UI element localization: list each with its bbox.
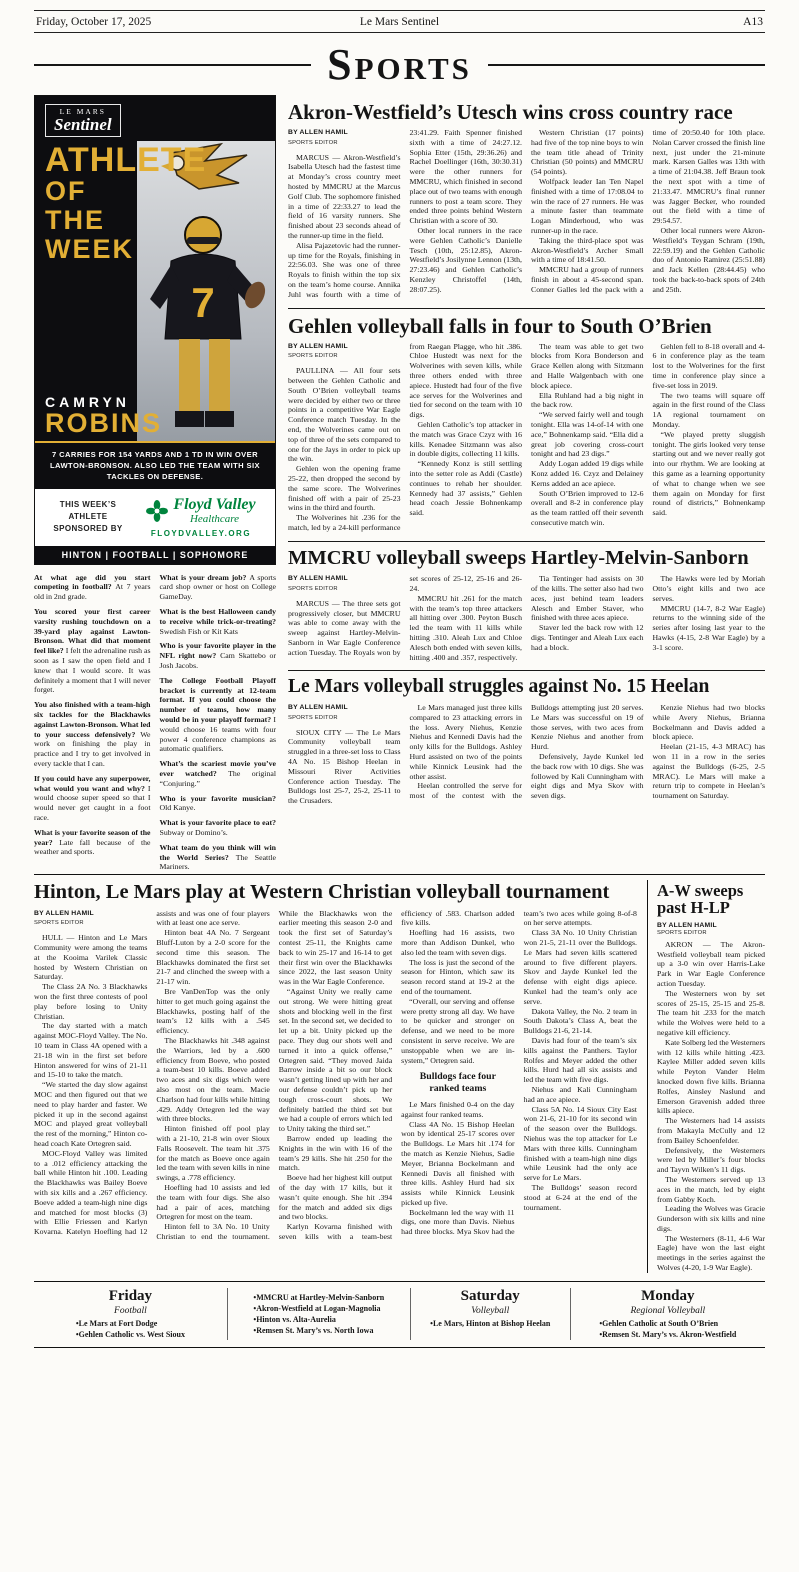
athlete-last-name: ROBINS	[45, 408, 163, 438]
paragraph: The Blackhawks hit .348 against the Warriors, led by a .600 efficiency from Boeve, who posted a team-best 10 kills. Boeve added two aces and six digs which were also most on the team. Macie Charlson had four kills while hitting .429. Addy Ortegren led the way with three blocks.	[156, 1036, 270, 1124]
byline-role: SPORTS EDITOR	[288, 353, 338, 360]
sponsor-label: THIS WEEK’S ATHLETE SPONSORED BY	[53, 500, 123, 534]
paragraph: Hinton fell to 3A No. 10 Unity Christian to end the tournament. While the Blackhawks won the earlier meeting this season 2-0 and took the first set of Saturday’s contest 25-11, the Knights came back to win 25-17 and 16-14 to get their first win over the Blackhawks since 2022, the last season Unity was in the War Eagle Conference.	[156, 908, 393, 1241]
schedule-item: •MMCRU at Hartley-Melvin-Sanborn	[253, 1292, 385, 1302]
byline-name: BY ALLEN HAMIL	[34, 909, 94, 917]
paragraph: Hinton finished off pool play with a 21-10, 21-8 win over Sioux Falls Roosevelt. The team hit .375 for the match as Boeve once again led the team with seven kills in nine swings, a .778 efficiency.	[156, 1124, 270, 1183]
paragraph: Other local runners in the race were Gehlen Catholic’s Danielle Tesch (10th, 25:12.85), Akron-Westfield’s Josilynne Lennon (13th, 27:23.46) and Gehlen Catholic’s Kenzley Christoffel (14th, 28:07.25).	[409, 226, 522, 294]
byline-role: SPORTS EDITOR	[288, 586, 338, 593]
article-headline: MMCRU volleyball sweeps Hartley-Melvin-Sanborn	[288, 546, 749, 569]
schedule-items	[599, 1318, 736, 1340]
section-title: Sports	[327, 40, 472, 89]
article-tournament	[34, 880, 647, 1273]
byline	[288, 342, 401, 363]
schedule-item: •Remsen St. Mary’s vs. Akron-Westfield	[599, 1329, 737, 1339]
article-aw-sweeps	[647, 880, 765, 1273]
athlete-panel-body	[45, 141, 265, 441]
schedule-item: •Le Mars, Hinton at Bishop Heelan	[430, 1318, 551, 1328]
paragraph: “Overall, our serving and offense were pretty strong all day. We have to be quicker and stronger on defense, and we need to be more consistent in serve receive. We are unstoppable when we are in-system,” Ortegren said.	[401, 996, 515, 1065]
paragraph: Hoefling had 10 assists and led the team with four digs. She also had a pair of aces, matching Ortegren for most on the team.	[156, 1182, 270, 1222]
paragraph: Davis had four of the team’s six kills against the Panthers. Taylor Rolfes and Meyer added the other kills. Hurd had all six assists and led the team with five digs.	[523, 1036, 637, 1085]
paragraph: Karlyn Kovarna finished with seven kills with a team-best efficiency of .583. Charlson added five kills.	[278, 908, 515, 1241]
paragraph: AKRON — The Akron-Westfield volleyball team picked up a 3-0 win over Harris-Lake Park in War Eagle Conference action Tuesday.	[657, 939, 765, 988]
article-paragraphs	[657, 940, 765, 1273]
paragraph: The Bulldogs’ season record stood at 6-24 at the end of the tournament.	[523, 1182, 637, 1212]
byline	[34, 909, 147, 930]
schedule-item: •Gehlen Catholic vs. West Sioux	[75, 1329, 185, 1339]
byline	[288, 128, 401, 149]
banner-rule-right	[488, 64, 765, 66]
schedule-category: Football	[114, 1305, 147, 1316]
paragraph: “We served fairly well and tough tonight. Ella was 14-of-14 with one ace,” Bohnenkamp said. “Ella did a great job covering cross-court tonight and had 23 digs.”	[531, 410, 644, 459]
paragraph: MOC-Floyd Valley was limited to a .012 efficiency attacking the ball while Hinton hit .100. Leading the Blackhawks was Bailey Boeve with six kills and a .267 efficiency. Boeve added a team-high nine digs and matched for most blocks (3) with Ellie Friessen and Karlyn Kovarna. Katelyn Hoefling had 12 assists and was one of four players with at least one ace serve.	[34, 908, 270, 1237]
articles-column	[288, 95, 765, 814]
paragraph: The Westerners had 14 assists from Makayla McCully and 12 from Bailey Schoenfelder.	[657, 1116, 765, 1145]
athlete-box	[34, 95, 276, 565]
paragraph: “We started the day slow against MOC and then figured out that we need to play harder and faster. We picked it up in the second against MOC and played great volleyball the rest of the morning,” Hinton co-head coach Kate Ortegren said.	[34, 1080, 148, 1148]
athlete-first-name: CAMRYN	[45, 394, 130, 410]
paragraph: MMCRU (14-7, 8-2 War Eagle) returns to the winning side of the series after losing last year to the Hawks (4-15, 2-8 War Eagle) by a 3-1 score.	[652, 603, 765, 652]
paragraph: Bockelmann led the way with 11 digs, one more than Davis. Niehus had three blocks. Mya Skov had the team’s two aces while going 8-of-8 on her serve attempts.	[401, 908, 637, 1237]
qa-item: What’s the scariest movie you’ve ever watched? The original “Conjuring.”	[159, 759, 276, 788]
paragraph: “Kennedy Konz is still settling into the setter role as Addi (Castle) continues to rehab her shoulder. Kennedy had 37 assists,” Gehlen head coach Jessie Bohnenkamp said.	[409, 459, 522, 518]
sponsor-name-2: Healthcare	[189, 513, 240, 525]
qa-item: What is your favorite season of the year? Late fall because of the weather and sports.	[34, 827, 151, 857]
sponsor-logo	[137, 497, 265, 538]
schedule-category: Regional Volleyball	[630, 1305, 706, 1316]
athlete-info-bar: HINTON | FOOTBALL | SOPHOMORE	[35, 546, 275, 564]
paragraph: Le Mars finished 0-4 on the day against four ranked teams.	[401, 1099, 515, 1119]
paragraph: South O’Brien improved to 12-6 overall and 8-2 in conference play as the team rattled off their seventh consecutive match win.	[531, 488, 644, 527]
schedule-day: Monday	[641, 1287, 695, 1304]
sponsor-name: Floyd Valley	[173, 496, 256, 513]
schedule-items	[253, 1292, 384, 1336]
athlete-of-week-feature	[34, 95, 276, 872]
paragraph: HULL — Hinton and Le Mars Community were among the teams at the Kooima Varilek Classic hosted by Western Christian on Saturday.	[34, 933, 148, 982]
byline	[657, 922, 765, 936]
paragraph: Class 5A No. 14 Sioux City East won 21-6, 21-10 for its second win of the season over the Bulldogs. Niehus was the top attacker for Le Mars with three kills. Cunningham finished with a team-high nine digs while Leusink had the only ace serve for Le Mars.	[523, 1104, 637, 1183]
paragraph: The loss is just the second of the season for Hinton, which saw its season record stand at 19-2 at the end of the tournament.	[401, 957, 515, 997]
byline-role: SPORTS EDITOR	[34, 920, 84, 927]
byline-role: SPORTS EDITOR	[288, 714, 338, 721]
paragraph: SIOUX CITY — The Le Mars Community volleyball team struggled in a three-set loss to Class 4A No. 15 Bishop Heelan in Missouri River Activities Conference action Tuesday. The Bulldogs lost 25-7, 25-2, 25-11 to the Crusaders.	[288, 727, 401, 806]
qa-item: The College Football Playoff bracket is currently at 12-team format. If you could choose the number of teams, how many would be in your playoff format? I would choose 16 teams with four power 4 conference champions as automatic qualifiers.	[159, 675, 276, 754]
article-mmcru-volleyball	[288, 541, 765, 671]
page-number: A13	[743, 16, 763, 28]
article-lemars-volleyball	[288, 670, 765, 813]
paragraph: Western Christian (17 points) had five of the top nine boys to win the team title ahead of Trinity Christian (50 points) and MMCRU (54 points).	[531, 128, 644, 177]
issue-date: Friday, October 17, 2025	[36, 16, 152, 28]
bottom-section	[34, 874, 765, 1273]
floyd-valley-flower-icon	[146, 500, 168, 522]
paragraph: Niehus and Kali Cunningham had an ace apiece.	[523, 1085, 637, 1104]
sponsor-url: FLOYDVALLEY.ORG	[150, 528, 252, 538]
masthead: Le Mars Sentinel	[359, 16, 440, 28]
article-body	[288, 703, 765, 806]
paragraph: The Class 2A No. 3 Blackhawks won the first three contests of pool play before losing to Unity Christian.	[34, 982, 148, 1021]
article-headline: Gehlen volleyball falls in four to South O’Brien	[288, 313, 712, 338]
article-paragraphs	[288, 342, 765, 533]
article-gehlen-volleyball	[288, 308, 765, 541]
paragraph: Boeve had her highest kill output of the day with 17 kills, but it wasn’t quite enough. She hit .394 for the match and added six digs and two blocks.	[278, 1173, 393, 1222]
qa-item: What is your favorite place to eat? Subway or Domino’s.	[159, 818, 276, 837]
paragraph: MARCUS — The three sets got progressively closer, but MMCRU was able to come away with the sweep against Hartley-Melvin-Sanborn in War Eagle Conference action Tuesday. The Royals won by set scores of 25-12, 25-16 and 26-24.	[288, 574, 522, 657]
byline-name: BY ALLEN HAMIL	[288, 342, 348, 350]
title-week: WEEK	[45, 234, 134, 265]
byline	[288, 574, 401, 595]
article-body	[288, 342, 765, 533]
paragraph: The Wolverines hit .236 for the match, led by a 24-kill performance from Raegan Plagge, who hit .386. Chloe Hustedt was next for the Wolverines with seven kills, while three others ended with three apiece. Hustedt had four of the five ace serves for the Wolverines and tied for second on the team with 10 digs.	[288, 341, 522, 532]
paragraph: Hinton beat 4A No. 7 Sergeant Bluff-Luton by a 2-0 score for the second time this season. The Blackhawks dominated the first set 21-7 and clinched the sweep with a 21-17 win.	[156, 928, 270, 987]
schedule-friday-continued	[227, 1288, 410, 1340]
schedule-item: •Akron-Westfield at Logan-Magnolia	[253, 1303, 381, 1313]
schedule-footer	[34, 1281, 765, 1348]
section-banner	[34, 40, 765, 89]
paragraph: The Hawks were led by Moriah Otto’s eight kills and two ace serves.	[652, 574, 765, 603]
athlete-panel	[35, 96, 275, 489]
paragraph: Ella Ruhland had a big night in the back row.	[531, 390, 644, 410]
paragraph: Bre VanDenTop was the only hitter to get much going against the Blackhawks, posting half of the team’s 12 kills with a .545 efficiency.	[156, 987, 270, 1036]
title-the: THE	[45, 205, 105, 236]
article-headline: A-W sweeps past H-LP	[657, 881, 744, 918]
qa-item: If you could have any superpower, what would you want and why? I would choose super speed so that I would never get caught in a foot race.	[34, 773, 151, 822]
paragraph: Barrow ended up leading the Knights in the win with 16 of the team’s 29 kills. She hit .250 for the match.	[278, 1134, 393, 1173]
sponsor-box	[35, 489, 275, 546]
paragraph: “We played pretty sluggish tonight. The girls looked very tense starting out and we never really got into our rhythm. We are looking at this game as a learning opportunity of what to change when we see them again on Monday for first round of districts,” Bohnenkamp said.	[652, 429, 765, 518]
byline-name: BY ALLEN HAMIL	[288, 129, 348, 137]
schedule-items	[430, 1318, 550, 1329]
paragraph: Kate Solberg led the Westerners with 12 kills while hitting .423. Kaylee Miller added seven kills while Peyton Vander Helm knocked down five kills. Brianna Rolfes, Ainsley Naslund and Emerson Gravenish added three kills apiece.	[657, 1037, 765, 1116]
article-headline: Hinton, Le Mars play at Western Christian volleyball tournament	[34, 881, 610, 904]
qa-item: What team do you think will win the World Series? The Seattle Mariners.	[159, 842, 276, 872]
qa-item: Who is your favorite player in the NFL right now? Cam Skattebo or Josh Jacobs.	[159, 641, 277, 671]
schedule-category: Volleyball	[471, 1305, 510, 1316]
paragraph: Le Mars managed just three kills compared to 23 attacking errors in the loss. Avery Niehus, Kenzie Niehus and Kennedi Davis had the only kills for the Bulldogs. Ashley Hurd assisted on two of the points while Kinnick Leusink had the other assist.	[409, 702, 522, 781]
paragraph: Addy Logan added 19 digs while Konz added 16. Czyz and Delainey Kerns added an ace apiece.	[531, 459, 644, 488]
jersey-number: 7	[191, 279, 215, 326]
paragraph: Other local runners were Akron-Westfield’s Teygan Schram (19th, 22:59.19) and the Gehlen Catholic duo of Antonio Ramirez (25:51.88) and Jack Kellen (28:44.45) who took the back-to-back spots of 24th and 25th.	[652, 226, 765, 294]
schedule-friday	[34, 1288, 227, 1340]
paragraph: Class 3A No. 10 Unity Christian won 21-5, 21-11 over the Bulldogs. Le Mars had seven kills scattered around to five different players. Skov and Jayde Kunkel led the defense with eight digs apiece. Kunkel had the team’s only ace serve.	[523, 928, 637, 1006]
paragraph: Gehlen won the opening frame 25-22, then dropped the second by the same score. The Wolverines finished off with a pair of 25-23 wins in the third and fourth.	[288, 464, 401, 513]
paragraph: Defensively, Jayde Kunkel led the back row with 10 digs. She was followed by Kali Cunningham with eight digs and Mya Skov with seven digs.	[531, 751, 644, 801]
paragraph: MMCRU hit .261 for the match with the team’s top three attackers all hitting over .300. Peyton Busch led the team with 11 kills while hitting .310. Aleah Lux and Chloe Alesch both ended with seven kills, hitting .400 and .357, respectively.	[409, 593, 522, 662]
qa-item: What is the best Halloween candy to receive while trick-or-treating? Swedish Fish or Kit Kats	[159, 607, 276, 636]
schedule-monday	[570, 1288, 765, 1340]
schedule-saturday	[410, 1288, 570, 1340]
qa-item: At what age did you start competing in football? At 7 years old in 2nd grade.	[34, 572, 151, 602]
article-body	[34, 909, 637, 1242]
paragraph: Heelan controlled the serve for most of the contest with the Bulldogs attempting just 20 serves. Le Mars was successful on 19 of those serves, with two aces from Kenzie Niehus and another from Hurd.	[409, 702, 644, 801]
byline-name: BY ALLEN HAMIL	[657, 921, 717, 929]
byline	[288, 703, 401, 724]
banner-rule-left	[34, 64, 311, 66]
schedule-item: •Le Mars at Fort Dodge	[75, 1318, 158, 1328]
paragraph: The Westerners served up 13 aces in the match, led by eight from Gabby Koch.	[657, 1174, 765, 1204]
article-paragraphs	[288, 128, 765, 300]
article-subhead: Bulldogs face four ranked teams	[419, 1071, 496, 1095]
paragraph: MARCUS — Akron-Westfield’s Isabella Utesch had the fastest time at Monday’s cross country meet hosted by MMCRU at the Marcus Golf Club. The sophomore finished in a time of 22:33.27 to lead the field of 16 varsity runners. She finished about 23 seconds ahead of the runner-up time in the field.	[288, 152, 401, 241]
paragraph: The Westerners (8-11, 4-6 War Eagle) have won the last eight meetings in the series against the Wolves (4-20, 1-9 War Eagle).	[657, 1233, 765, 1273]
paragraph: Taking the third-place spot was Akron-Westfield’s Archer Small with a time of 18:41.50.	[531, 235, 644, 265]
paragraph: Leading the Wolves was Gracie Gunderson with six kills and nine digs.	[657, 1204, 765, 1233]
athlete-stat-line: 7 CARRIES FOR 154 YARDS AND 1 TD IN WIN OVER LAWTON-BRONSON. ALSO LED THE TEAM WITH SIX TACKLES ON DEFENSE.	[35, 441, 275, 489]
schedule-item: •Remsen St. Mary’s vs. North Iowa	[253, 1325, 374, 1335]
folio-bar	[34, 10, 765, 33]
sentinel-logo	[45, 104, 121, 137]
schedule-day: Friday	[108, 1287, 153, 1304]
qa-item: You scored your first career varsity rushing touchdown on a 39-yard play against Lawton-Bronson. What did that moment feel like? I felt the adrenaline rush as soon as I saw the open field and I knew that I would score. It was definitely a moment that I will never forget.	[34, 607, 151, 695]
paragraph: PAULLINA — All four sets between the Gehlen Catholic and South O’Brien volleyball teams were decided by either two or three points in a competitive War Eagle Conference match Tuesday. In the end, the Wolverines came out on top of three of the sets compared to one for the Jays in order to pick up the win.	[288, 366, 401, 464]
paragraph: Staver led the back row with 12 digs. Tentinger and Aleah Lux each had a block.	[531, 623, 644, 652]
schedule-item: •Gehlen Catholic at South O’Brien	[599, 1318, 719, 1328]
paragraph: “Against Unity we really came out strong. We were hitting great shots and blocking well in the first set. In the second set, we decided to let up a bit. Unity picked up the pace. They dug our shots well and turned it into a quick offense,” Ortegren said. “They moved Jaida Barrow inside a bit so our block wasn’t getting lined up with her and our defense couldn’t pick up her tough cross-court shots. We definitely battled the third set but we had a couple of errors which led to Unity taking the third set.”	[278, 987, 393, 1134]
athlete-qa	[34, 573, 276, 873]
paragraph: Tia Tentinger had assists on 30 of the kills. The setter also had two aces, just behind team leaders Alesch and Ember Staver, who finished with three aces apiece.	[531, 574, 644, 623]
qa-item: What is your dream job? A sports card shop owner or host on College GameDay.	[159, 572, 276, 602]
paragraph: Dakota Valley, the No. 2 team in South Dakota’s Class A, beat the Bulldogs 21-6, 21-14.	[523, 1006, 637, 1036]
byline-name: BY ALLEN HAMIL	[288, 575, 348, 583]
paragraph: Heelan (21-15, 4-3 MRAC) has won 11 in a row in the series against the Bulldogs (6-25, 2-5 MRAC). Le Mars will make a return trip to compete in Heelan’s tournament on Saturday.	[652, 742, 765, 801]
paragraph: Gehlen fell to 8-18 overall and 4-6 in conference play as the team lost to the Wolverines for the first time in conference play since a five-set loss in 2019.	[652, 341, 765, 390]
paragraph: The day started with a match against MOC-Floyd Valley. The No. 10 team in Class 4A opened with a 21-18 win in the first set before Hinton answered for wins of 21-11 and 15-10 to take the match.	[34, 1021, 148, 1080]
article-body	[288, 128, 765, 300]
article-headline: Akron-Westfield’s Utesch wins cross country race	[288, 100, 733, 124]
paragraph: Alisa Pajazetovic had the runner-up time for the Royals, finishing in 22:56.03. She was one of three Royals to finish within the top six on the team’s home course. Annika Juhl was fourth with a time of 23:41.29. Faith Spenner finished sixth with a time of 24:27.12. Sophia Etter (15th, 29:36.26) and Rachel Doellinger (16th, 30:30.31) were the other runners for MMCRU, which finished in second place out of two teams with enough runners to post a team score. They ended three points behind Western Christian with a score of 30.	[288, 128, 522, 299]
paragraph: The Westerners won by set scores of 25-15, 25-15 and 25-8. The team hit .233 for the match while the Wolves were held to a negative kill efficiency.	[657, 988, 765, 1037]
schedule-item: •Hinton vs. Alta-Aurelia	[253, 1314, 336, 1324]
schedule-items	[76, 1318, 185, 1340]
article-cross-country	[288, 95, 765, 308]
title-athlete: ATHLETE	[45, 141, 207, 179]
athlete-name	[45, 394, 162, 437]
byline-name: BY ALLEN HAMIL	[288, 703, 348, 711]
paragraph: The team was able to get two blocks from Kora Bonderson and Grace Kellen along with Sitzmann and Halle Walgenbach with one block apiece.	[531, 341, 644, 390]
article-body	[288, 574, 765, 662]
sentinel-logo-name: Sentinel	[54, 115, 112, 134]
title-of: OF	[45, 176, 87, 206]
paragraph: Wolfpack leader Ian Ten Napel finished with a time of 17:08.04 to win the race of 27 runners. He was a minute faster than teammate Logan Minderhoud, who was runner-up in the race.	[531, 177, 644, 236]
byline-role: SPORTS EDITOR	[657, 929, 707, 936]
byline-role: SPORTS EDITOR	[288, 139, 338, 146]
paragraph: Hoefling had 16 assists, two more than Addison Dunkel, who also led the team with seven digs.	[401, 928, 515, 957]
article-headline: Le Mars volleyball struggles against No. 15 Heelan	[288, 676, 710, 698]
sentinel-logo-top: LE MARS	[59, 107, 106, 116]
paragraph: Kenzie Niehus had two blocks while Avery Niehus, Brianna Bockelmann and Davis added a block apiece.	[652, 702, 765, 742]
paragraph: Defensively, the Westerners were led by Miller’s four blocks and Tayvn Wilken’s 11 digs.	[657, 1145, 765, 1175]
schedule-day: Saturday	[460, 1287, 520, 1304]
paragraph: Class 4A No. 15 Bishop Heelan won by identical 25-17 scores over the Bulldogs. Le Mars hit .174 for the match as Kenzie Niehus, Sadie Meyer, Brianna Bockelmann and Kennedi Davis all finished with three kills. Ashley Hurd had six assists while Kinnick Leusink picked up five.	[401, 1119, 515, 1207]
paragraph: The two teams will square off again in the first round of the Class 1A regional tournament on Monday.	[652, 390, 765, 430]
athlete-of-week-title	[45, 143, 206, 264]
paragraph: Gehlen Catholic’s top attacker in the match was Grace Czyz with 16 kills. Kenadee Sitzmann was also in double digits, collecting 11 kills.	[409, 420, 522, 459]
qa-item: Who is your favorite musician? Old Kanye.	[159, 793, 276, 813]
paragraph: MMCRU had a group of runners finish in about a 45-second span. Conner Galles led the pack with a time of 20:50.40 for 10th place. Nolan Carver crossed the finish line next, just under the 21-minute mark. Karsen Galles was 13th with a time of 21:04.38. Jeff Braun took the next spot with a time of 21:33.47. MMCRU’s final runner was Jagger Becker, who rounded out the field with a time of 29:54.57.	[531, 128, 765, 294]
qa-item: You also finished with a team-high six tackles for the Blackhawks against Lawton-Bronson. What led to your success defensively? We work on finishing the play in practice and I try to get involved in every tackle that I can.	[34, 700, 151, 768]
